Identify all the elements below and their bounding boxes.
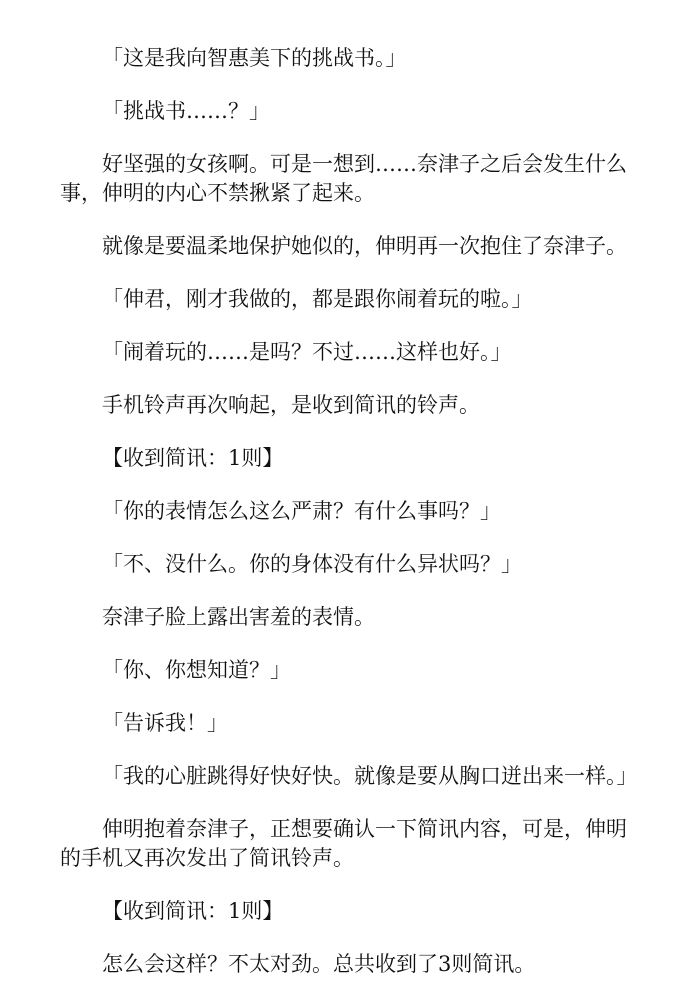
sms-notice: 【收到简讯：1则】 <box>102 899 284 923</box>
paragraph: 「闹着玩的……是吗？不过……这样也好。」 <box>102 340 512 364</box>
paragraph: 「我的心脏跳得好快好快。就像是要从胸口迸出来一样。」 <box>102 764 638 788</box>
paragraph: 手机铃声再次响起，是收到简讯的铃声。 <box>102 393 480 417</box>
paragraph: 伸明抱着奈津子，正想要确认一下简讯内容，可是，伸明的手机又再次发出了简讯铃声。 <box>60 817 627 870</box>
paragraph: 「伸君，刚才我做的，都是跟你闹着玩的啦。」 <box>102 287 533 311</box>
paragraph: 好坚强的女孩啊。可是一想到……奈津子之后会发生什么事，伸明的内心不禁揪紧了起来。 <box>60 152 627 205</box>
sms-notice: 【收到简讯：1则】 <box>102 446 284 470</box>
paragraph: 奈津子脸上露出害羞的表情。 <box>102 605 375 629</box>
paragraph: 「你的表情怎么这么严肃？有什么事吗？」 <box>102 499 501 523</box>
paragraph: 「这是我向智惠美下的挑战书。」 <box>102 46 407 70</box>
paragraph: 就像是要温柔地保护她似的，伸明再一次抱住了奈津子。 <box>102 234 627 258</box>
paragraph: 怎么会这样？不太对劲。总共收到了3则简讯。 <box>102 952 536 976</box>
paragraph: 「不、没什么。你的身体没有什么异状吗？」 <box>102 552 522 576</box>
paragraph: 「你、你想知道？」 <box>102 658 291 682</box>
paragraph: 「告诉我！」 <box>102 711 228 735</box>
paragraph: 「挑战书……？」 <box>102 99 270 123</box>
